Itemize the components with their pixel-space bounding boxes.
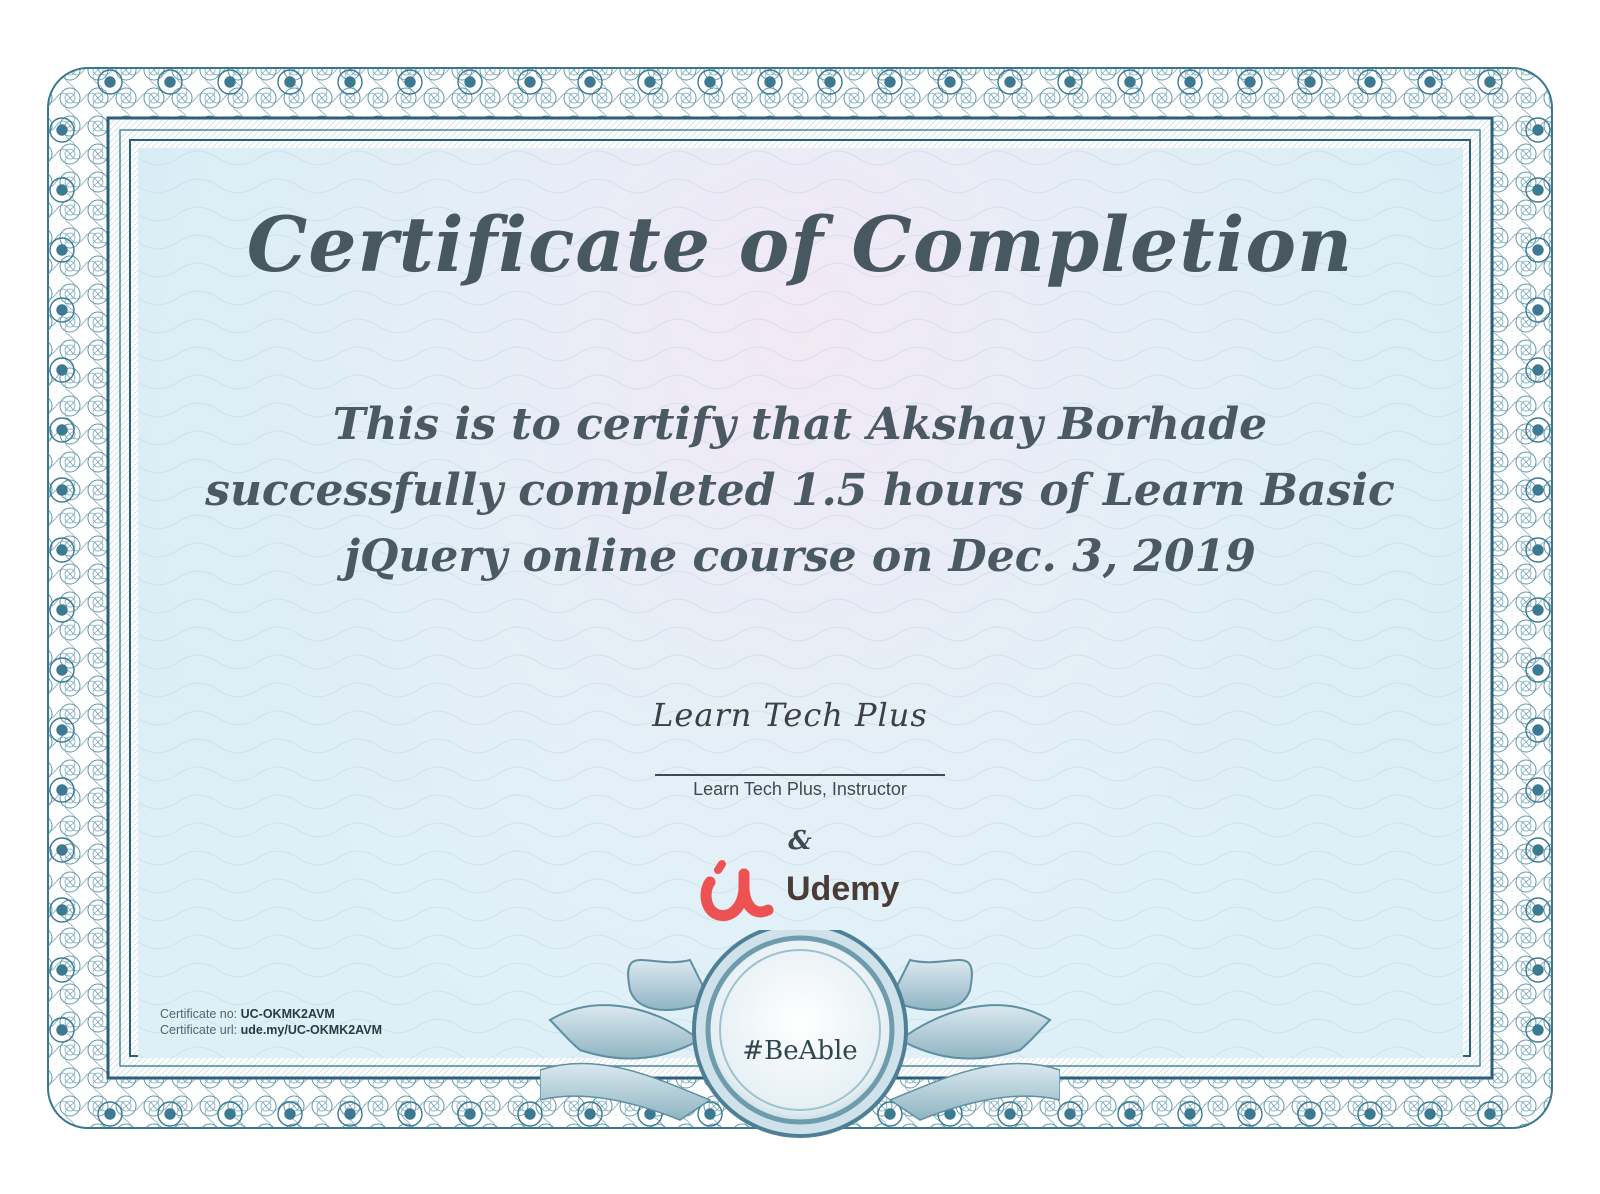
certificate-number-value: UC-OKMK2AVM [240, 1007, 335, 1021]
udemy-logo [700, 860, 920, 924]
statement-line-2: successfully completed 1.5 hours of Learn Basic [205, 465, 1395, 516]
instructor-caption: Learn Tech Plus, Instructor [693, 779, 907, 799]
statement-line-3: jQuery online course on Dec. 3, 2019 [344, 531, 1256, 582]
ampersand: & [788, 826, 812, 856]
certificate-number-row [160, 1006, 382, 1022]
seal-text: #BeAble [742, 1036, 858, 1066]
statement-line-1: This is to certify that Akshay Borhade [332, 399, 1268, 450]
certificate-url-label: Certificate url: [160, 1023, 238, 1037]
certificate-url-row [160, 1022, 382, 1038]
certificate-info [160, 1006, 382, 1038]
certificate-title: Certificate of Completion [246, 200, 1354, 289]
signature-line [655, 774, 945, 776]
certificate-url-value[interactable]: ude.my/UC-OKMK2AVM [240, 1023, 383, 1037]
udemy-wordmark: Udemy [786, 870, 900, 908]
instructor-signature: Learn Tech Plus [652, 696, 928, 734]
certificate-number-label: Certificate no: [160, 1007, 238, 1021]
certificate-statement [180, 392, 1420, 590]
udemy-u-icon [700, 860, 776, 924]
